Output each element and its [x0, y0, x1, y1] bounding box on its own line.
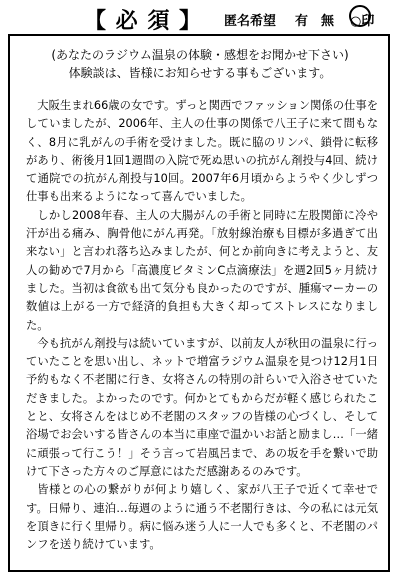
testimonial-paragraph: 大阪生まれ66歳の女です。ずっと関西でファッション関係の仕事をしていましたが、2006年、主人の仕事の関係で八王子に来て間もなく、8月に乳がんの手術を受けました。既に脇のリンパ、鎖骨に転移があり、術後月1回1週間の入院で死ぬ思いの抗がん剤投与4回、続けて通院での抗がん剤投与10回。2007年6月頃からようやく少しずつ仕事も出来るようになって喜んでいました。: [26, 99, 378, 204]
option-no[interactable]: 無: [321, 14, 335, 29]
form-header: [0, 0, 400, 34]
option-yes[interactable]: 有: [295, 14, 309, 29]
required-title: 【 必 須 】: [84, 9, 202, 34]
anonymity-label: 匿名希望: [224, 14, 277, 29]
testimonial-paragraph: 今も抗がん剤投与は続いていますが、以前友人が秋田の温泉に行っていたことを思い出し、ネットで増富ラジウム温泉を見つけ12月1日予約もなく不老閣に行き、女将さんの特別の計らいで入浴させていただきました。よかったのです。何かとてもからだが軽く感じられたことと、女将さんをはじめ不老閣のスタッフの皆様の心づくし、そして浴場でお会いする皆さんの本当に車座で温かいお話と励まし…「一緒に頑張って行こう！」そう言って岩風呂まで、あの坂を手を繋いで助けて下さった方々のご厚意にはただ感謝あるのみです。: [26, 336, 378, 478]
intro-prompt: (あなたのラジウム温泉の体験・感想をお聞かせ下さい): [51, 48, 349, 62]
testimonial-paragraph: 皆様との心の繋がりが何より嬉しく、家が八王子で近くて幸せです。日帰り、連泊…毎週のように通う不老閣行きは、今の私には元気を頂きに行く里帰り。病に悩み迷う人に一人でも多くと、不老閣のパンフを送り続けています。: [26, 483, 378, 552]
testimonial-paragraph: しかし2008年春、主人の大腸がんの手術と同時に左股関節に冷や汗が出る痛み、胸骨他にがん再発。「放射線治療も目標が多過ぎて出来ない」と言われ落ち込みましたが、何とか前向きに考えようと、友人の勧めで7月から「高濃度ビタミンC点滴療法」を週2回5ヶ月続けました。当初は食欲も出て気分も良かったのですが、腫瘍マーカーの数値は上がる一方で経済的負担も大きく却ってストレスになりました。: [26, 208, 378, 332]
seal-mark: ○印: [350, 14, 375, 29]
intro-notice: 体験談は、皆様にお知らせする事もございます。: [68, 66, 332, 80]
testimonial-body: [26, 97, 378, 554]
